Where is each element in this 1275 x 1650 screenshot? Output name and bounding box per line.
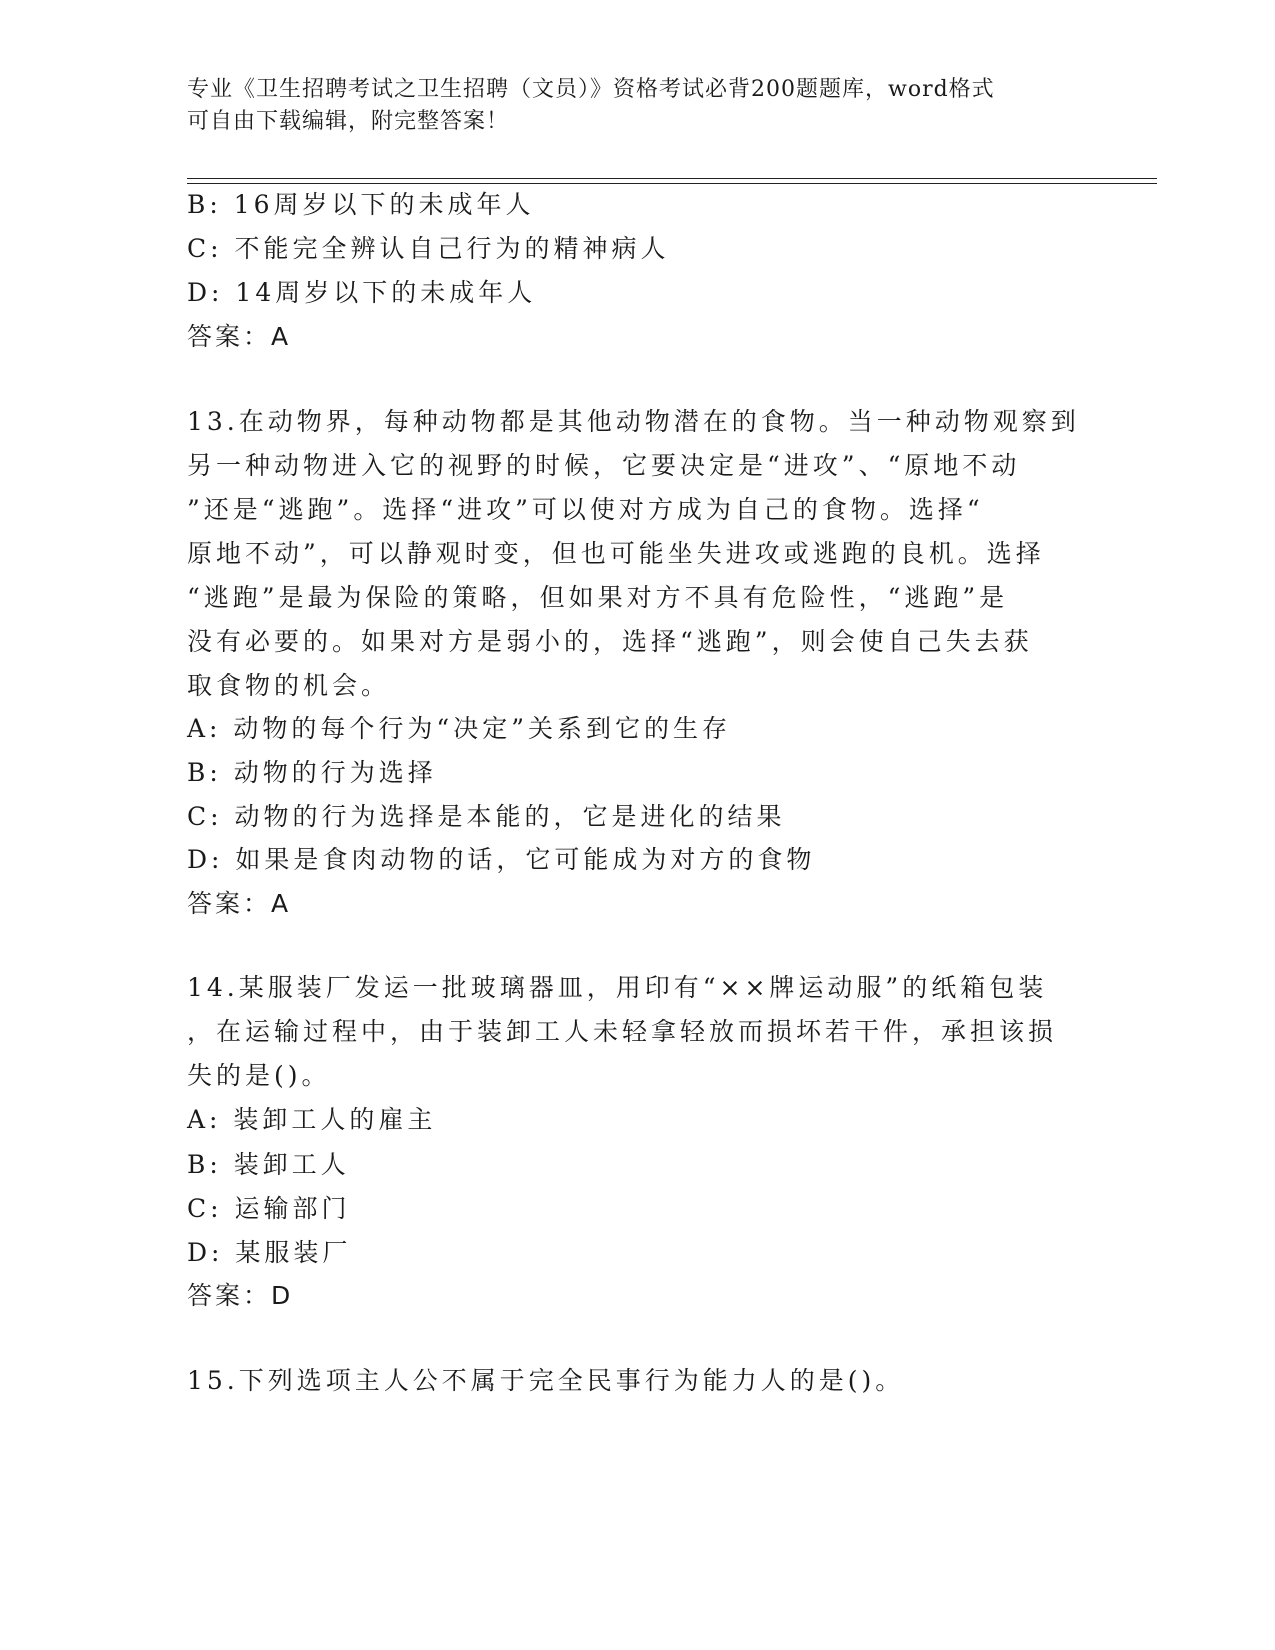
header-line-2: 可自由下载编辑，附完整答案！ — [187, 109, 510, 134]
document-header — [187, 74, 1087, 138]
q13-stem-line: ”还是“逃跑”。选择“进攻”可以使对方成为自己的食物。选择“ — [187, 495, 984, 524]
header-line-1: 专业《卫生招聘考试之卫生招聘（文员）》资格考试必背200题题库，word格式 — [187, 77, 995, 102]
q13-stem-line: 另一种动物进入它的视野的时候，它要决定是“进攻”、“原地不动 — [187, 451, 1021, 480]
q13-answer: 答案：A — [187, 889, 292, 918]
q13-option-c: C: 动物的行为选择是本能的，它是进化的结果 — [187, 802, 786, 831]
q13-option-a: A: 动物的每个行为“决定”关系到它的生存 — [187, 714, 731, 743]
q12-option-c: C: 不能完全辨认自己行为的精神病人 — [187, 234, 670, 263]
q13-stem-line: 13.在动物界，每种动物都是其他动物潜在的食物。当一种动物观察到 — [187, 407, 1080, 436]
q13-stem-line: “逃跑”是最为保险的策略，但如果对方不具有危险性，“逃跑”是 — [187, 583, 1009, 612]
q14-option-a: A: 装卸工人的雇主 — [187, 1105, 437, 1134]
q12-option-d: D: 14周岁以下的未成年人 — [187, 278, 537, 307]
q14-stem-line: 14.某服装厂发运一批玻璃器皿，用印有“××牌运动服”的纸箱包装 — [187, 973, 1048, 1002]
header-divider-top — [187, 178, 1157, 179]
q13-stem-line: 取食物的机会。 — [187, 671, 391, 700]
q14-stem-line: ，在运输过程中，由于装卸工人未轻拿轻放而损坏若干件，承担该损 — [187, 1017, 1058, 1046]
q14-option-c: C: 运输部门 — [187, 1194, 351, 1223]
q13-option-b: B: 动物的行为选择 — [187, 758, 437, 787]
header-divider-bottom — [187, 183, 1157, 184]
q14-stem-line: 失的是()。 — [187, 1061, 331, 1090]
q14-answer: 答案：D — [187, 1281, 294, 1310]
q13-stem-line: 原地不动”，可以静观时变，但也可能坐失进攻或逃跑的良机。选择 — [187, 539, 1045, 568]
q12-answer: 答案：A — [187, 322, 292, 351]
q14-option-d: D: 某服装厂 — [187, 1238, 352, 1267]
q14-option-b: B: 装卸工人 — [187, 1150, 350, 1179]
q15-stem: 15.下列选项主人公不属于完全民事行为能力人的是()。 — [187, 1366, 905, 1395]
q13-option-d: D: 如果是食肉动物的话，它可能成为对方的食物 — [187, 845, 816, 874]
q13-stem-line: 没有必要的。如果对方是弱小的，选择“逃跑”，则会使自己失去获 — [187, 627, 1033, 656]
q12-option-b: B: 16周岁以下的未成年人 — [187, 190, 535, 219]
